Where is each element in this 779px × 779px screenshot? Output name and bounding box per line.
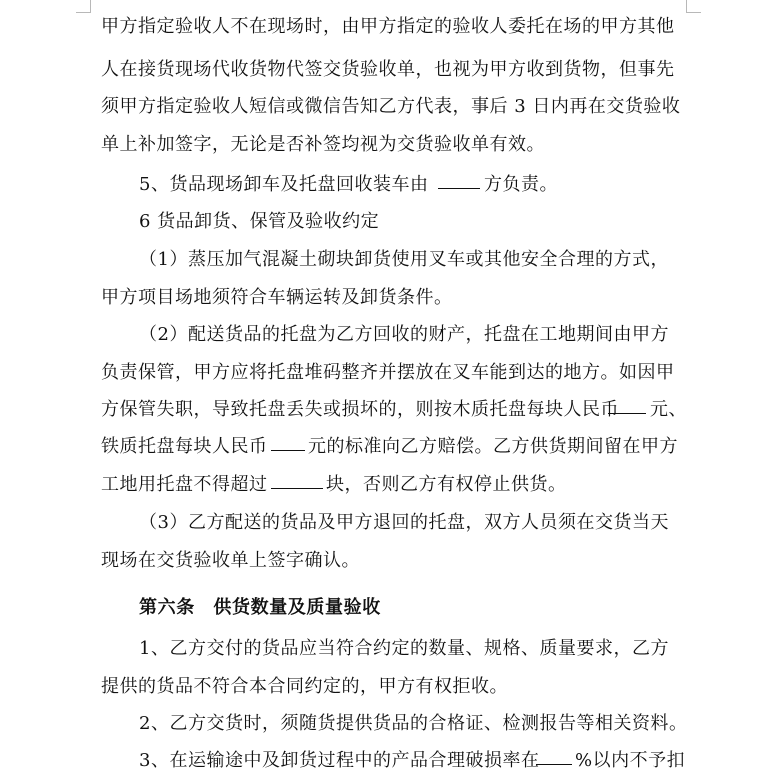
paragraph-line bbox=[0, 130, 779, 167]
text-run: 工地用托盘不得超过 bbox=[101, 474, 268, 495]
paragraph-line bbox=[0, 546, 779, 583]
blank-fill-line bbox=[608, 397, 646, 414]
paragraph-line bbox=[0, 432, 779, 469]
text-run: 现场在交货验收单上签字确认。 bbox=[101, 550, 360, 571]
paragraph-line bbox=[0, 746, 779, 779]
text-run: 3、在运输途中及卸货过程中的产品合理破损率在 bbox=[139, 750, 540, 771]
text-run: 人在接货现场代收货物代签交货验收单，也视为甲方收到货物，但事先 bbox=[101, 59, 675, 80]
text-run: （3）乙方配送的货品及甲方退回的托盘，双方人员须在交货当天 bbox=[139, 512, 669, 533]
text-run: 提供的货品不符合本合同约定的，甲方有权拒收。 bbox=[101, 676, 508, 697]
text-run: %以内不予扣 bbox=[575, 750, 686, 771]
text-run: 元的标准向乙方赔偿。乙方供货期间留在甲方 bbox=[308, 436, 678, 457]
text-run: 元、 bbox=[650, 399, 687, 420]
paragraph-line bbox=[0, 672, 779, 709]
text-run: 甲方项目场地须符合车辆运转及卸货条件。 bbox=[101, 287, 453, 308]
text-run: 须甲方指定验收人短信或微信告知乙方代表，事后 3 日内再在交货验收 bbox=[101, 96, 681, 117]
blank-fill-line bbox=[271, 434, 305, 451]
paragraph-line bbox=[0, 634, 779, 671]
blank-fill-line bbox=[438, 172, 480, 189]
text-run: 方保管失职，导致托盘丢失或损坏的，则按木质托盘每块人民币 bbox=[101, 399, 619, 420]
blank-fill-line bbox=[271, 472, 323, 489]
text-run: 甲方指定验收人不在现场时，由甲方指定的验收人委托在场的甲方其他 bbox=[101, 16, 675, 37]
clause-6-title bbox=[0, 207, 779, 244]
text-run: 5、货品现场卸车及托盘回收装车由 bbox=[139, 174, 429, 195]
paragraph-line bbox=[0, 245, 779, 282]
clause-5 bbox=[0, 170, 779, 207]
text-run: 铁质托盘每块人民币 bbox=[101, 436, 268, 457]
paragraph-line bbox=[0, 55, 779, 92]
section-title: 第六条 供货数量及质量验收 bbox=[139, 597, 381, 618]
paragraph-line bbox=[0, 358, 779, 395]
text-run: 单上补加签字，无论是否补签均视为交货验收单有效。 bbox=[101, 134, 545, 155]
paragraph-line bbox=[0, 320, 779, 357]
text-run: 1、乙方交付的货品应当符合约定的数量、规格、质量要求，乙方 bbox=[139, 638, 669, 659]
text-run: 块，否则乙方有权停止供货。 bbox=[326, 474, 567, 495]
blank-fill-line bbox=[536, 748, 572, 765]
text-run: （2）配送货品的托盘为乙方回收的财产，托盘在工地期间由甲方 bbox=[139, 324, 669, 345]
paragraph-line bbox=[0, 470, 779, 507]
text-run: 6 货品卸货、保管及验收约定 bbox=[139, 211, 380, 232]
text-run: 负责保管，甲方应将托盘堆码整齐并摆放在叉车能到达的地方。如因甲 bbox=[101, 362, 675, 383]
section-heading bbox=[0, 593, 779, 630]
paragraph-line bbox=[0, 92, 779, 129]
paragraph-line bbox=[0, 283, 779, 320]
text-run: 2、乙方交货时，须随货提供货品的合格证、检测报告等相关资料。 bbox=[139, 713, 688, 734]
paragraph-line bbox=[0, 395, 779, 432]
paragraph-line bbox=[0, 709, 779, 746]
paragraph-line bbox=[0, 508, 779, 545]
text-run: 方负责。 bbox=[484, 174, 558, 195]
paragraph-line bbox=[0, 12, 779, 49]
text-run: （1）蒸压加气混凝土砌块卸货使用叉车或其他安全合理的方式， bbox=[139, 249, 669, 270]
